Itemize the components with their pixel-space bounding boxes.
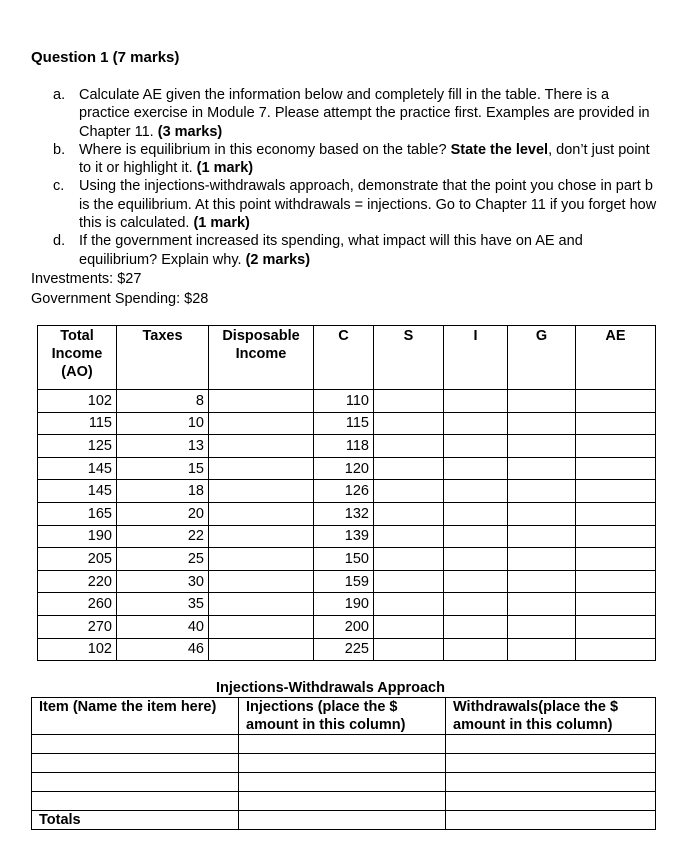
- blank-answer-cell[interactable]: [508, 615, 576, 638]
- table-cell: 225: [314, 638, 374, 661]
- blank-answer-cell[interactable]: [374, 593, 444, 616]
- blank-answer-cell[interactable]: [508, 457, 576, 480]
- blank-answer-cell[interactable]: [446, 754, 656, 773]
- blank-answer-cell[interactable]: [444, 435, 508, 458]
- column-header: Taxes: [117, 326, 209, 390]
- table-cell: 20: [117, 502, 209, 525]
- part-marker: c.: [53, 178, 65, 195]
- blank-answer-cell[interactable]: [32, 792, 239, 811]
- blank-answer-cell[interactable]: [374, 570, 444, 593]
- table-cell: 10: [117, 412, 209, 435]
- iw-header-row: [32, 698, 656, 735]
- blank-answer-cell[interactable]: [209, 593, 314, 616]
- blank-answer-cell[interactable]: [209, 548, 314, 571]
- table-cell: 102: [38, 390, 117, 413]
- blank-answer-cell[interactable]: [508, 638, 576, 661]
- table-cell: 8: [117, 390, 209, 413]
- part-d: [53, 232, 658, 269]
- table-cell: 40: [117, 615, 209, 638]
- part-emphasis: State the level: [450, 141, 549, 158]
- table-cell: 126: [314, 480, 374, 503]
- blank-answer-cell[interactable]: [374, 548, 444, 571]
- table-cell: 145: [38, 457, 117, 480]
- blank-answer-cell[interactable]: [576, 435, 656, 458]
- blank-answer-cell[interactable]: [444, 548, 508, 571]
- table-cell: 15: [117, 457, 209, 480]
- blank-answer-cell[interactable]: [508, 570, 576, 593]
- table-cell: 115: [38, 412, 117, 435]
- government-spending-given: Government Spending: $28: [31, 291, 209, 307]
- blank-answer-cell[interactable]: [508, 390, 576, 413]
- blank-answer-cell[interactable]: [239, 735, 446, 754]
- table-cell: 13: [117, 435, 209, 458]
- table-cell: 200: [314, 615, 374, 638]
- ae-table-header-row: [38, 326, 656, 390]
- blank-answer-cell[interactable]: [576, 570, 656, 593]
- blank-answer-cell[interactable]: [576, 548, 656, 571]
- part-a: [53, 86, 658, 141]
- blank-answer-cell[interactable]: [239, 773, 446, 792]
- part-marker: a.: [53, 87, 66, 103]
- iw-column-header: Item (Name the item here): [32, 698, 239, 735]
- table-cell: 190: [314, 593, 374, 616]
- blank-answer-cell[interactable]: [576, 593, 656, 616]
- part-text: If the government increased its spending, what impact will this have on AE and equilibrium? Explain why.: [79, 233, 583, 268]
- blank-answer-cell[interactable]: [374, 435, 444, 458]
- blank-answer-cell[interactable]: [239, 792, 446, 811]
- blank-answer-cell[interactable]: [209, 480, 314, 503]
- blank-answer-cell[interactable]: [209, 412, 314, 435]
- blank-answer-cell[interactable]: [508, 593, 576, 616]
- column-header: C: [314, 326, 374, 390]
- part-marks: (3 marks): [157, 123, 223, 140]
- table-row: [38, 502, 656, 525]
- part-text: Using the injections-withdrawals approach, demonstrate that the point you chose in part b is the equilibrium. At this point withdrawals = injections. Go to Chapter 11 if you forget how this is calculated.: [79, 178, 657, 232]
- part-text: Calculate AE given the information below and completely fill in the table. There is a practice exercise in Module 7. Please attempt the practice first. Examples are provided in Chapter 11.: [79, 87, 650, 140]
- table-cell: 145: [38, 480, 117, 503]
- blank-answer-cell[interactable]: [374, 615, 444, 638]
- table-cell: 220: [38, 570, 117, 593]
- blank-answer-cell[interactable]: [508, 502, 576, 525]
- blank-answer-cell[interactable]: [374, 525, 444, 548]
- table-row: [38, 570, 656, 593]
- blank-answer-cell[interactable]: [374, 390, 444, 413]
- blank-answer-cell[interactable]: [444, 502, 508, 525]
- table-cell: 190: [38, 525, 117, 548]
- table-cell: 270: [38, 615, 117, 638]
- totals-label: Totals: [32, 811, 239, 830]
- blank-answer-cell[interactable]: [209, 435, 314, 458]
- blank-answer-cell[interactable]: [508, 480, 576, 503]
- blank-answer-cell[interactable]: [444, 638, 508, 661]
- injections-withdrawals-table: [31, 697, 656, 830]
- blank-answer-cell[interactable]: [239, 754, 446, 773]
- blank-answer-cell[interactable]: [209, 570, 314, 593]
- blank-answer-cell[interactable]: [374, 457, 444, 480]
- column-header: Total Income (AO): [38, 326, 117, 390]
- investments-given: Investments: $27: [31, 271, 142, 287]
- blank-answer-cell[interactable]: [444, 615, 508, 638]
- ae-table: [37, 325, 656, 661]
- column-header: S: [374, 326, 444, 390]
- iw-column-header: Injections (place the $ amount in this column): [239, 698, 446, 735]
- table-row: [38, 435, 656, 458]
- part-c: [53, 177, 658, 232]
- table-row: [38, 412, 656, 435]
- column-header: Disposable Income: [209, 326, 314, 390]
- question-parts-list: [53, 86, 658, 269]
- blank-answer-cell[interactable]: [444, 570, 508, 593]
- blank-answer-cell[interactable]: [508, 412, 576, 435]
- blank-answer-cell[interactable]: [374, 502, 444, 525]
- blank-answer-cell[interactable]: [32, 735, 239, 754]
- blank-answer-cell[interactable]: [446, 773, 656, 792]
- blank-answer-cell[interactable]: [444, 390, 508, 413]
- blank-answer-cell[interactable]: [576, 638, 656, 661]
- iw-row: [32, 773, 656, 792]
- blank-answer-cell[interactable]: [444, 480, 508, 503]
- table-cell: 165: [38, 502, 117, 525]
- blank-answer-cell[interactable]: [444, 525, 508, 548]
- table-cell: 120: [314, 457, 374, 480]
- iw-title: Injections-Withdrawals Approach: [216, 680, 445, 696]
- table-cell: 205: [38, 548, 117, 571]
- blank-answer-cell[interactable]: [444, 457, 508, 480]
- table-cell: 110: [314, 390, 374, 413]
- blank-answer-cell[interactable]: [446, 792, 656, 811]
- blank-answer-cell[interactable]: [576, 412, 656, 435]
- iw-row: [32, 735, 656, 754]
- table-row: [38, 615, 656, 638]
- column-header: I: [444, 326, 508, 390]
- blank-answer-cell[interactable]: [374, 480, 444, 503]
- blank-answer-cell[interactable]: [32, 754, 239, 773]
- blank-answer-cell[interactable]: [209, 457, 314, 480]
- blank-answer-cell[interactable]: [508, 548, 576, 571]
- table-cell: 150: [314, 548, 374, 571]
- table-cell: 102: [38, 638, 117, 661]
- blank-answer-cell[interactable]: [209, 525, 314, 548]
- blank-answer-cell[interactable]: [446, 735, 656, 754]
- blank-answer-cell[interactable]: [508, 435, 576, 458]
- table-row: [38, 390, 656, 413]
- blank-answer-cell[interactable]: [374, 638, 444, 661]
- question-title: Question 1 (7 marks): [31, 49, 180, 66]
- part-b: [53, 141, 658, 178]
- table-row: [38, 548, 656, 571]
- table-cell: 260: [38, 593, 117, 616]
- blank-answer-cell[interactable]: [32, 773, 239, 792]
- table-cell: 22: [117, 525, 209, 548]
- table-row: [38, 638, 656, 661]
- part-marker: b.: [53, 141, 66, 158]
- blank-answer-cell[interactable]: [209, 638, 314, 661]
- blank-answer-cell[interactable]: [576, 480, 656, 503]
- table-cell: 115: [314, 412, 374, 435]
- table-cell: 30: [117, 570, 209, 593]
- table-row: [38, 457, 656, 480]
- column-header: AE: [576, 326, 656, 390]
- table-cell: 25: [117, 548, 209, 571]
- part-text: Where is equilibrium in this economy based on the table?: [79, 141, 451, 158]
- part-marker: d.: [53, 233, 66, 250]
- blank-answer-cell[interactable]: [209, 390, 314, 413]
- blank-answer-cell[interactable]: [576, 457, 656, 480]
- part-marks: (1 mark): [196, 160, 254, 177]
- blank-answer-cell[interactable]: [576, 390, 656, 413]
- table-row: [38, 593, 656, 616]
- blank-answer-cell[interactable]: [446, 811, 656, 830]
- table-cell: 18: [117, 480, 209, 503]
- blank-answer-cell[interactable]: [209, 502, 314, 525]
- blank-answer-cell[interactable]: [209, 615, 314, 638]
- table-cell: 159: [314, 570, 374, 593]
- blank-answer-cell[interactable]: [508, 525, 576, 548]
- part-text-continued: , don’t just point to it or highlight it.: [79, 141, 650, 177]
- blank-answer-cell[interactable]: [576, 502, 656, 525]
- blank-answer-cell[interactable]: [239, 811, 446, 830]
- iw-column-header: Withdrawals(place the $ amount in this column): [446, 698, 656, 735]
- table-cell: 46: [117, 638, 209, 661]
- blank-answer-cell[interactable]: [374, 412, 444, 435]
- blank-answer-cell[interactable]: [576, 615, 656, 638]
- part-marks: (2 marks): [245, 251, 311, 268]
- table-cell: 125: [38, 435, 117, 458]
- table-cell: 139: [314, 525, 374, 548]
- table-cell: 132: [314, 502, 374, 525]
- table-cell: 118: [314, 435, 374, 458]
- blank-answer-cell[interactable]: [444, 593, 508, 616]
- blank-answer-cell[interactable]: [444, 412, 508, 435]
- blank-answer-cell[interactable]: [576, 525, 656, 548]
- table-cell: 35: [117, 593, 209, 616]
- iw-totals-row: [32, 811, 656, 830]
- table-row: [38, 525, 656, 548]
- column-header: G: [508, 326, 576, 390]
- iw-row: [32, 792, 656, 811]
- iw-row: [32, 754, 656, 773]
- part-marks: (1 mark): [193, 215, 250, 232]
- table-row: [38, 480, 656, 503]
